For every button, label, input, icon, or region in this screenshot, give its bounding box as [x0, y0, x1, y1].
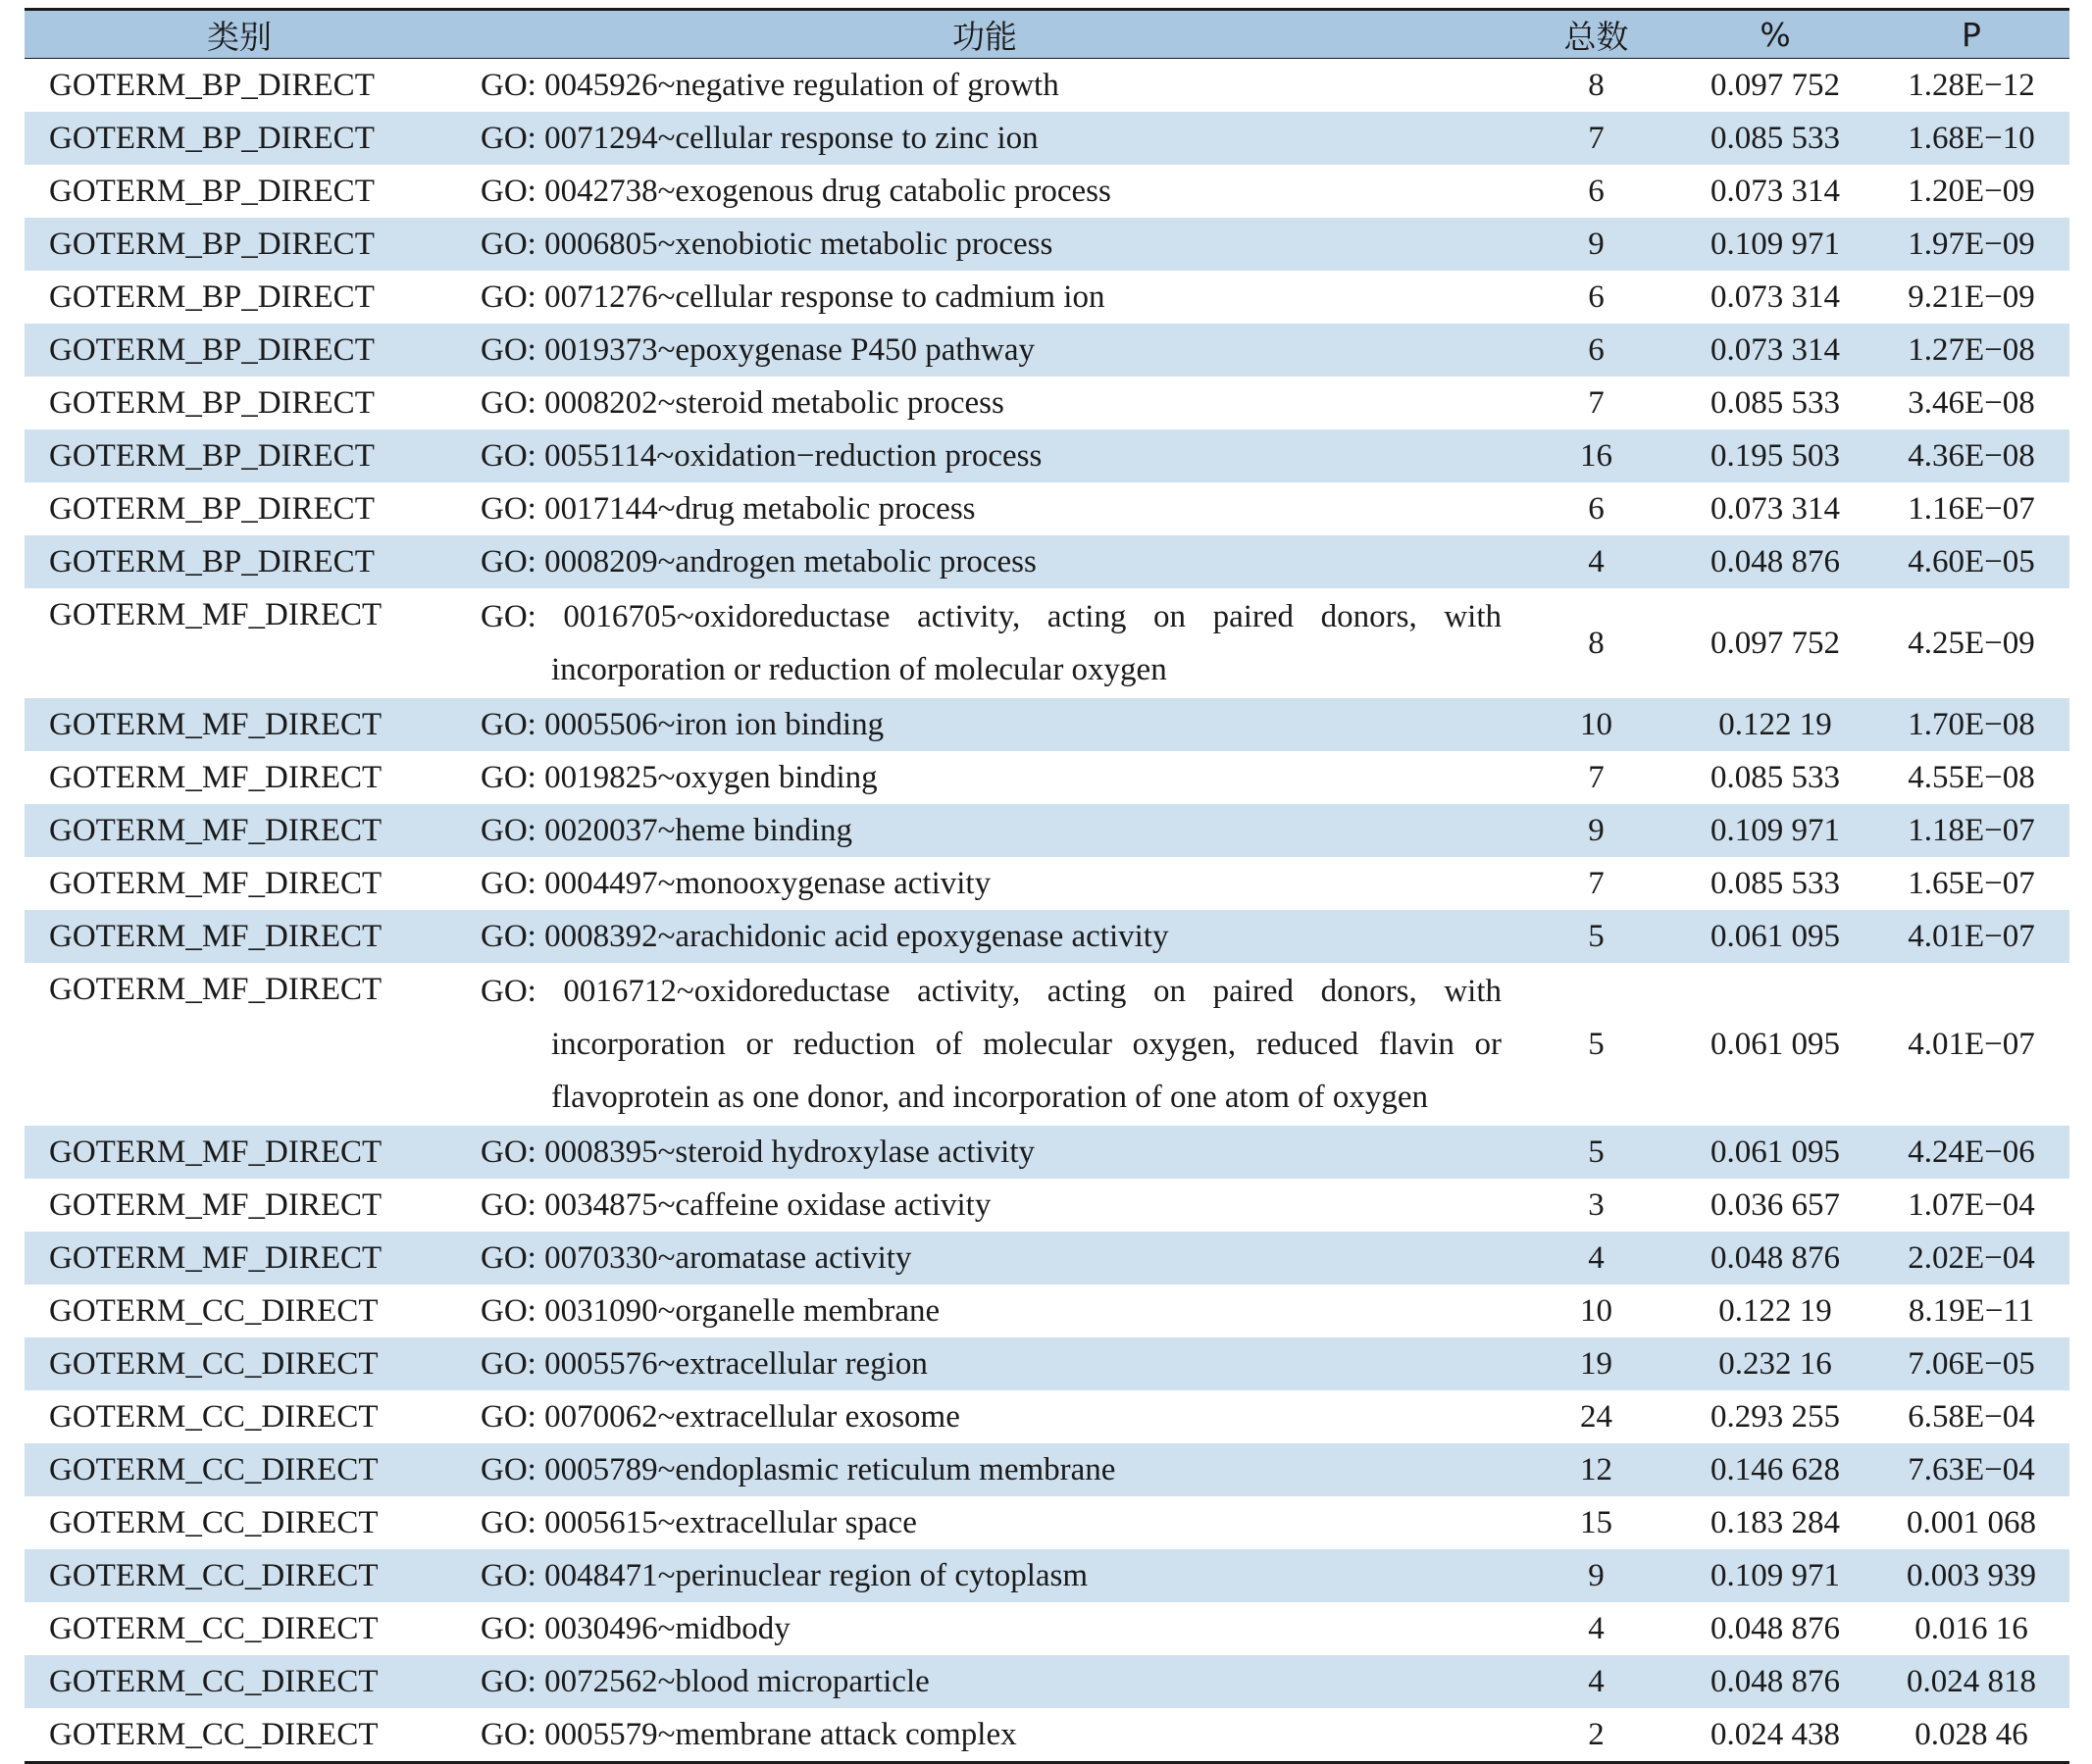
table-body: [25, 59, 2069, 1763]
cell-percent: 0.073 314: [1710, 279, 1840, 315]
cell-percent: 0.073 314: [1710, 491, 1840, 527]
cell-total: 9: [1588, 813, 1605, 848]
cell-percent: 0.232 16: [1718, 1346, 1832, 1382]
header-category: 类别: [25, 10, 454, 59]
go-enrichment-table-container: [25, 8, 2069, 1764]
cell-p-value: 8.19E−11: [1908, 1293, 2035, 1329]
cell-p-value: 7.06E−05: [1908, 1346, 2035, 1382]
cell-percent: 0.146 628: [1710, 1452, 1840, 1487]
table-row: [25, 165, 2069, 218]
table-row: [25, 751, 2069, 804]
cell-percent: 0.073 314: [1710, 174, 1840, 209]
cell-function: GO: 0034875~caffeine oxidase activity: [481, 1187, 992, 1223]
cell-function: GO: 0008392~arachidonic acid epoxygenase activity: [481, 919, 1169, 954]
cell-p-value: 1.68E−10: [1908, 121, 2035, 156]
cell-function: GO: 0004497~monooxygenase activity: [481, 866, 992, 901]
header-p-value: P: [1873, 10, 2069, 59]
cell-total: 24: [1580, 1399, 1612, 1435]
table-row: [25, 588, 2069, 698]
cell-percent: 0.024 438: [1677, 1708, 1873, 1763]
cell-percent: 0.195 503: [1710, 438, 1840, 474]
cell-function: GO: 0017144~drug metabolic process: [481, 491, 976, 527]
cell-total: 10: [1580, 1293, 1612, 1329]
cell-function: GO: 0019825~oxygen binding: [481, 760, 878, 795]
cell-p-value: 0.001 068: [1907, 1505, 2036, 1540]
cell-percent: 0.293 255: [1710, 1399, 1840, 1435]
cell-category: GOTERM_CC_DIRECT: [49, 1611, 379, 1646]
header-row: [25, 10, 2069, 59]
cell-category: GOTERM_MF_DIRECT: [49, 760, 383, 795]
table-row: [25, 1549, 2069, 1602]
cell-category: GOTERM_BP_DIRECT: [49, 121, 375, 156]
table-row: [25, 377, 2069, 429]
cell-p-value: 4.25E−09: [1908, 626, 2035, 661]
table-row: [25, 482, 2069, 535]
cell-function: GO: 0070062~extracellular exosome: [481, 1399, 960, 1435]
table-row: [25, 804, 2069, 857]
cell-p-value: 4.01E−07: [1908, 919, 2035, 954]
cell-function: GO: 0048471~perinuclear region of cytoplasm: [481, 1558, 1089, 1593]
cell-total: 8: [1588, 626, 1605, 661]
cell-p-value: 0.024 818: [1907, 1664, 2036, 1699]
table-row: [25, 1708, 2069, 1763]
cell-category: GOTERM_BP_DIRECT: [49, 227, 375, 262]
cell-category: GOTERM_MF_DIRECT: [49, 597, 383, 632]
cell-function: GO: 0071276~cellular response to cadmium ion: [481, 279, 1105, 315]
cell-total: 9: [1588, 1558, 1605, 1593]
cell-function-text: GO: 0016705~oxidoreductase activity, acting on paired donors, with incorporation or reduction of molecular oxygen: [481, 599, 1502, 687]
cell-total: 3: [1588, 1187, 1605, 1223]
cell-function-text: GO: 0016712~oxidoreductase activity, acting on paired donors, with incorporation or reduction of molecular oxygen, reduced flavin or flavoprotein as one donor, and incorporation of one atom of oxygen: [481, 974, 1502, 1115]
table-row: [25, 1443, 2069, 1496]
cell-total: 16: [1580, 438, 1612, 474]
cell-function: GO: 0072562~blood microparticle: [481, 1664, 930, 1699]
table-row: [25, 1285, 2069, 1337]
cell-category: GOTERM_BP_DIRECT: [49, 279, 375, 315]
table-row: [25, 59, 2069, 113]
cell-p-value: 0.016 16: [1914, 1611, 2028, 1646]
table-header: [25, 10, 2069, 59]
cell-total: 4: [1588, 544, 1605, 580]
cell-category: GOTERM_MF_DIRECT: [49, 1134, 383, 1170]
cell-total: 6: [1588, 332, 1605, 368]
cell-percent: 0.109 971: [1710, 227, 1840, 262]
cell-percent: 0.085 533: [1710, 866, 1840, 901]
table-row: [25, 963, 2069, 1126]
cell-p-value: 2.02E−04: [1908, 1240, 2035, 1276]
cell-function: GO: 0020037~heme binding: [481, 813, 852, 848]
cell-p-value: 7.63E−04: [1908, 1452, 2035, 1487]
cell-category: GOTERM_MF_DIRECT: [49, 1187, 383, 1223]
cell-function: GO: 0005576~extracellular region: [481, 1346, 928, 1382]
go-enrichment-table: [25, 8, 2069, 1764]
table-row: [25, 857, 2069, 910]
cell-p-value: 4.55E−08: [1908, 760, 2035, 795]
cell-percent: 0.109 971: [1710, 813, 1840, 848]
table-row: [25, 1390, 2069, 1443]
cell-total: 8: [1588, 68, 1605, 103]
cell-category: GOTERM_CC_DIRECT: [49, 1664, 379, 1699]
cell-percent: 0.048 876: [1710, 1611, 1840, 1646]
cell-category: GOTERM_BP_DIRECT: [49, 174, 375, 209]
cell-category: GOTERM_CC_DIRECT: [49, 1399, 379, 1435]
cell-total: 12: [1580, 1452, 1612, 1487]
table-row: [25, 535, 2069, 588]
cell-percent: 0.048 876: [1710, 1664, 1840, 1699]
cell-total: 6: [1588, 174, 1605, 209]
cell-p-value: 1.20E−09: [1908, 174, 2035, 209]
cell-function: GO: 0030496~midbody: [481, 1611, 791, 1646]
cell-category: GOTERM_BP_DIRECT: [49, 332, 375, 368]
cell-p-value: 3.46E−08: [1908, 385, 2035, 421]
cell-percent: 0.122 19: [1718, 1293, 1832, 1329]
cell-total: 7: [1588, 121, 1605, 156]
cell-total: 7: [1588, 760, 1605, 795]
header-function: 功能: [454, 10, 1515, 59]
cell-function: GO: 0008395~steroid hydroxylase activity: [481, 1134, 1036, 1170]
cell-function: GO: 0042738~exogenous drug catabolic process: [481, 174, 1111, 209]
table-row: [25, 429, 2069, 482]
table-row: [25, 1496, 2069, 1549]
cell-category: GOTERM_MF_DIRECT: [49, 813, 383, 848]
cell-p-value: 1.97E−09: [1908, 227, 2035, 262]
cell-p-value: 1.70E−08: [1908, 707, 2035, 742]
cell-function: GO: 0005506~iron ion binding: [481, 707, 885, 742]
cell-total: 7: [1588, 385, 1605, 421]
cell-category: GOTERM_BP_DIRECT: [49, 438, 375, 474]
cell-total: 15: [1580, 1505, 1612, 1540]
cell-total: 2: [1515, 1708, 1677, 1763]
cell-category: GOTERM_MF_DIRECT: [49, 972, 383, 1007]
cell-total: 5: [1588, 1134, 1605, 1170]
header-total: 总数: [1515, 10, 1677, 59]
table-row: [25, 1655, 2069, 1708]
cell-function: GO: 0045926~negative regulation of growth: [481, 68, 1059, 103]
cell-category: GOTERM_BP_DIRECT: [49, 491, 375, 527]
cell-function: GO: 0006805~xenobiotic metabolic process: [481, 227, 1053, 262]
table-row: [25, 1232, 2069, 1285]
cell-total: 6: [1588, 491, 1605, 527]
cell-p-value: 1.07E−04: [1908, 1187, 2035, 1223]
cell-p-value: 4.36E−08: [1908, 438, 2035, 474]
cell-percent: 0.109 971: [1710, 1558, 1840, 1593]
cell-category: GOTERM_BP_DIRECT: [49, 68, 375, 103]
cell-function: GO: 0019373~epoxygenase P450 pathway: [481, 332, 1036, 368]
cell-percent: 0.183 284: [1710, 1505, 1840, 1540]
cell-total: 4: [1588, 1664, 1605, 1699]
cell-category: GOTERM_CC_DIRECT: [49, 1452, 379, 1487]
cell-p-value: 1.28E−12: [1908, 68, 2035, 103]
cell-percent: 0.097 752: [1710, 68, 1840, 103]
table-row: [25, 1337, 2069, 1390]
cell-category: GOTERM_CC_DIRECT: [49, 1293, 379, 1329]
cell-category: GOTERM_BP_DIRECT: [49, 385, 375, 421]
cell-total: 19: [1580, 1346, 1612, 1382]
cell-function: [454, 963, 1515, 1126]
cell-category: GOTERM_CC_DIRECT: [25, 1708, 454, 1763]
cell-total: 10: [1580, 707, 1612, 742]
cell-percent: 0.073 314: [1710, 332, 1840, 368]
cell-function: GO: 0008202~steroid metabolic process: [481, 385, 1004, 421]
cell-p-value: 1.65E−07: [1908, 866, 2035, 901]
table-row: [25, 1602, 2069, 1655]
cell-p-value: 0.003 939: [1907, 1558, 2036, 1593]
cell-total: 5: [1588, 1027, 1605, 1062]
cell-category: GOTERM_CC_DIRECT: [49, 1505, 379, 1540]
cell-p-value: 4.01E−07: [1908, 1027, 2035, 1062]
cell-function: GO: 0071294~cellular response to zinc ion: [481, 121, 1039, 156]
table-row: [25, 218, 2069, 271]
cell-category: GOTERM_BP_DIRECT: [49, 544, 375, 580]
cell-percent: 0.061 095: [1710, 1134, 1840, 1170]
cell-total: 9: [1588, 227, 1605, 262]
cell-p-value: 9.21E−09: [1908, 279, 2035, 315]
cell-total: 5: [1588, 919, 1605, 954]
cell-percent: 0.061 095: [1710, 919, 1840, 954]
header-percent: %: [1677, 10, 1873, 59]
cell-p-value: 6.58E−04: [1908, 1399, 2035, 1435]
cell-category: GOTERM_CC_DIRECT: [49, 1558, 379, 1593]
cell-p-value: 1.27E−08: [1908, 332, 2035, 368]
cell-percent: 0.036 657: [1710, 1187, 1840, 1223]
cell-category: GOTERM_MF_DIRECT: [49, 866, 383, 901]
table-row: [25, 1179, 2069, 1232]
cell-category: GOTERM_CC_DIRECT: [49, 1346, 379, 1382]
cell-p-value: 4.60E−05: [1908, 544, 2035, 580]
cell-p-value: 4.24E−06: [1908, 1134, 2035, 1170]
cell-function: GO: 0005615~extracellular space: [481, 1505, 917, 1540]
cell-function: GO: 0005579~membrane attack complex: [454, 1708, 1515, 1763]
cell-percent: 0.097 752: [1710, 626, 1840, 661]
cell-function: GO: 0031090~organelle membrane: [481, 1293, 941, 1329]
cell-total: 7: [1588, 866, 1605, 901]
cell-p-value: 1.18E−07: [1908, 813, 2035, 848]
cell-function: GO: 0008209~androgen metabolic process: [481, 544, 1037, 580]
cell-total: 4: [1588, 1611, 1605, 1646]
cell-percent: 0.061 095: [1710, 1027, 1840, 1062]
table-row: [25, 112, 2069, 165]
cell-category: GOTERM_MF_DIRECT: [49, 707, 383, 742]
table-row: [25, 910, 2069, 963]
cell-percent: 0.085 533: [1710, 385, 1840, 421]
cell-total: 6: [1588, 279, 1605, 315]
cell-function: [454, 588, 1515, 698]
cell-function: GO: 0070330~aromatase activity: [481, 1240, 912, 1276]
cell-percent: 0.085 533: [1710, 760, 1840, 795]
cell-percent: 0.122 19: [1718, 707, 1832, 742]
cell-total: 4: [1588, 1240, 1605, 1276]
cell-category: GOTERM_MF_DIRECT: [49, 1240, 383, 1276]
table-row: [25, 271, 2069, 324]
cell-function: GO: 0005789~endoplasmic reticulum membrane: [481, 1452, 1116, 1487]
cell-percent: 0.048 876: [1710, 544, 1840, 580]
cell-category: GOTERM_MF_DIRECT: [49, 919, 383, 954]
cell-p-value: 0.028 46: [1873, 1708, 2069, 1763]
cell-percent: 0.048 876: [1710, 1240, 1840, 1276]
cell-function: GO: 0055114~oxidation−reduction process: [481, 438, 1043, 474]
table-row: [25, 324, 2069, 377]
cell-percent: 0.085 533: [1710, 121, 1840, 156]
cell-p-value: 1.16E−07: [1908, 491, 2035, 527]
table-row: [25, 698, 2069, 751]
table-row: [25, 1126, 2069, 1179]
